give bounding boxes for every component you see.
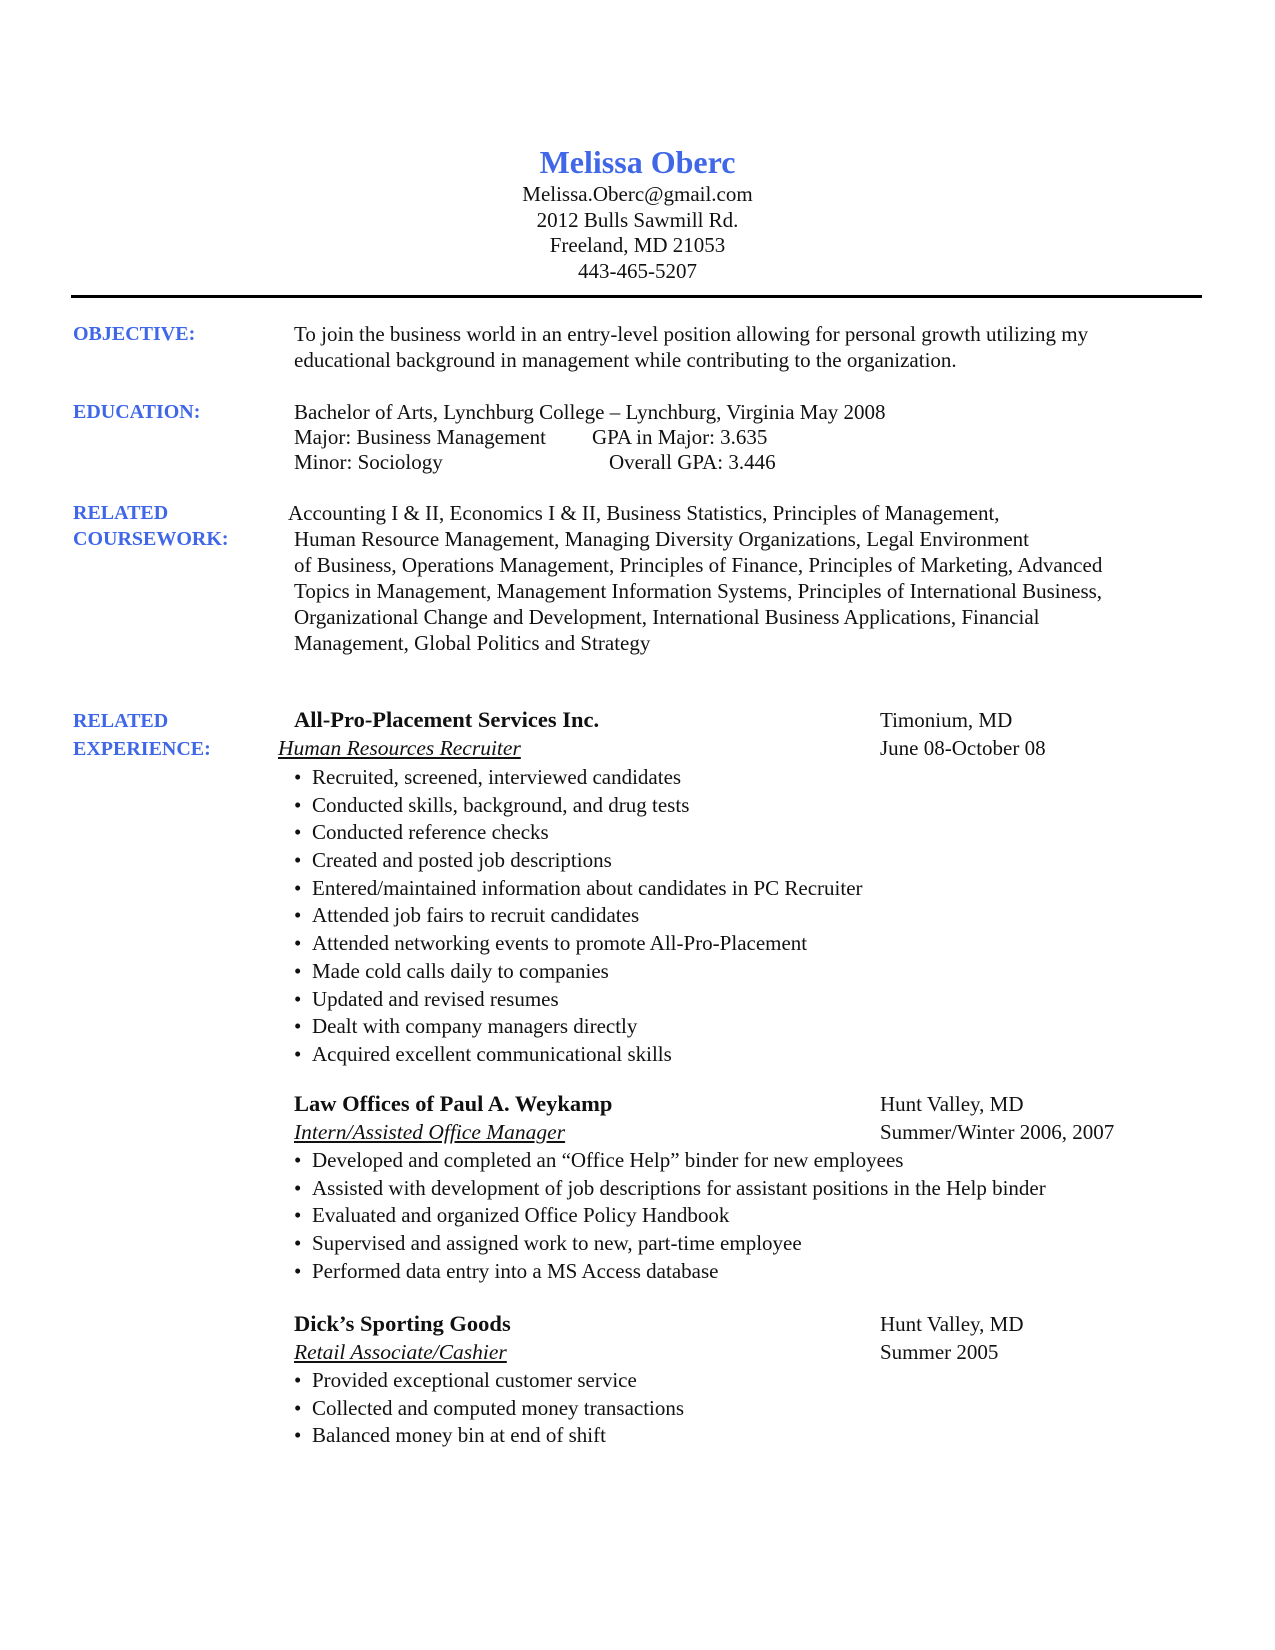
bullet-icon: • — [294, 848, 302, 873]
duty-text: Dealt with company managers directly — [312, 1014, 638, 1039]
objective-line-1: To join the business world in an entry-level position allowing for personal growth utilizing my — [294, 322, 1089, 346]
bullet-icon: • — [294, 1395, 302, 1420]
bullet-icon: • — [294, 986, 302, 1011]
duty-text: Conducted reference checks — [312, 820, 549, 845]
experience-label-line-2: EXPERIENCE: — [73, 738, 211, 760]
coursework-line: Management, Global Politics and Strategy — [294, 631, 651, 655]
job-2-dates: Summer/Winter 2006, 2007 — [880, 1120, 1115, 1144]
coursework-line: Accounting I & II, Economics I & II, Business Statistics, Principles of Management, — [288, 501, 1000, 525]
list-item — [294, 1367, 684, 1395]
education-overall-gpa: Overall GPA: 3.446 — [609, 450, 776, 474]
bullet-icon: • — [294, 1423, 302, 1448]
bullet-icon: • — [294, 1231, 302, 1256]
list-item — [294, 1175, 1046, 1203]
duty-text: Acquired excellent communicational skills — [312, 1041, 672, 1066]
list-item — [294, 1258, 1046, 1286]
bullet-icon: • — [294, 1368, 302, 1392]
bullet-icon: • — [294, 1175, 302, 1200]
coursework-label-line-2: COURSEWORK: — [73, 528, 229, 550]
job-1-dates: June 08-October 08 — [880, 736, 1046, 760]
coursework-line: Topics in Management, Management Information Systems, Principles of International Business, — [294, 579, 1103, 603]
job-2-company: Law Offices of Paul A. Weykamp — [294, 1091, 613, 1116]
coursework-label-line-1: RELATED — [73, 502, 169, 524]
bullet-icon: • — [294, 1258, 302, 1283]
coursework-line: Human Resource Management, Managing Diversity Organizations, Legal Environment — [294, 527, 1029, 551]
job-2-location: Hunt Valley, MD — [880, 1092, 1024, 1116]
duty-text: Balanced money bin at end of shift — [312, 1423, 606, 1448]
bullet-icon: • — [294, 1148, 302, 1172]
list-item — [294, 1230, 1046, 1258]
objective-line-2: educational background in management while contributing to the organization. — [294, 348, 957, 372]
coursework-line: Organizational Change and Development, International Business Applications, Financial — [294, 605, 1040, 629]
list-item — [294, 930, 863, 958]
list-item — [294, 792, 863, 820]
list-item — [294, 1013, 863, 1041]
list-item — [294, 847, 863, 875]
job-3-title: Retail Associate/Cashier — [294, 1340, 507, 1364]
education-major: Major: Business Management — [294, 425, 546, 449]
job-1-company: All-Pro-Placement Services Inc. — [294, 707, 600, 732]
duty-text: Assisted with development of job descriptions for assistant positions in the Help binder — [312, 1175, 1046, 1200]
duty-text: Made cold calls daily to companies — [312, 958, 609, 983]
contact-city: Freeland, MD 21053 — [549, 233, 726, 257]
education-degree: Bachelor of Arts, Lynchburg College – Lynchburg, Virginia May 2008 — [294, 400, 886, 424]
job-2-duties — [294, 1147, 1046, 1285]
list-item — [294, 1422, 684, 1450]
coursework-list — [288, 500, 1102, 656]
duty-text: Attended networking events to promote All-Pro-Placement — [312, 931, 808, 956]
bullet-icon: • — [294, 765, 302, 789]
list-item — [294, 875, 863, 903]
bullet-icon: • — [294, 931, 302, 956]
duty-text: Created and posted job descriptions — [312, 848, 612, 873]
list-item — [294, 1147, 1046, 1175]
list-item — [294, 902, 863, 930]
resume-header — [0, 142, 1275, 284]
job-3-location: Hunt Valley, MD — [880, 1312, 1024, 1336]
duty-text: Updated and revised resumes — [312, 986, 559, 1011]
header-divider — [71, 295, 1202, 298]
duty-text: Recruited, screened, interviewed candidates — [312, 765, 682, 789]
duty-text: Performed data entry into a MS Access database — [312, 1258, 719, 1283]
experience-label-line-1: RELATED — [73, 710, 169, 732]
list-item — [294, 986, 863, 1014]
bullet-icon: • — [294, 1041, 302, 1066]
education-major-gpa: GPA in Major: 3.635 — [592, 425, 768, 449]
job-1-title: Human Resources Recruiter — [278, 736, 521, 760]
objective-label: OBJECTIVE: — [73, 323, 196, 345]
duty-text: Attended job fairs to recruit candidates — [312, 903, 640, 928]
bullet-icon: • — [294, 820, 302, 845]
contact-email: Melissa.Oberc@gmail.com — [522, 182, 753, 206]
list-item — [294, 764, 863, 792]
list-item — [294, 1041, 863, 1069]
bullet-icon: • — [294, 1014, 302, 1039]
education-label: EDUCATION: — [73, 401, 201, 423]
bullet-icon: • — [294, 958, 302, 983]
duty-text: Evaluated and organized Office Policy Handbook — [312, 1203, 730, 1228]
duty-text: Collected and computed money transactions — [312, 1395, 685, 1420]
job-2-title: Intern/Assisted Office Manager — [294, 1120, 566, 1144]
bullet-icon: • — [294, 792, 302, 817]
candidate-name: Melissa Oberc — [539, 144, 736, 180]
duty-text: Supervised and assigned work to new, part-time employee — [312, 1231, 802, 1256]
duty-text: Conducted skills, background, and drug tests — [312, 792, 690, 817]
job-3-company: Dick’s Sporting Goods — [294, 1311, 511, 1336]
duty-text: Entered/maintained information about candidates in PC Recruiter — [312, 875, 863, 900]
bullet-icon: • — [294, 903, 302, 928]
list-item — [294, 1395, 684, 1423]
duty-text: Provided exceptional customer service — [312, 1368, 637, 1392]
job-1-location: Timonium, MD — [880, 708, 1013, 732]
bullet-icon: • — [294, 875, 302, 900]
job-1-duties — [294, 764, 863, 1069]
education-minor: Minor: Sociology — [294, 450, 443, 474]
list-item — [294, 1202, 1046, 1230]
list-item — [294, 958, 863, 986]
job-3-duties — [294, 1367, 684, 1450]
duty-text: Developed and completed an “Office Help” binder for new employees — [312, 1148, 904, 1172]
bullet-icon: • — [294, 1203, 302, 1228]
contact-street: 2012 Bulls Sawmill Rd. — [536, 207, 739, 232]
job-3-dates: Summer 2005 — [880, 1340, 999, 1364]
contact-phone: 443-465-5207 — [578, 258, 697, 283]
list-item — [294, 819, 863, 847]
coursework-line: of Business, Operations Management, Principles of Finance, Principles of Marketing, Advanced — [294, 553, 1103, 577]
